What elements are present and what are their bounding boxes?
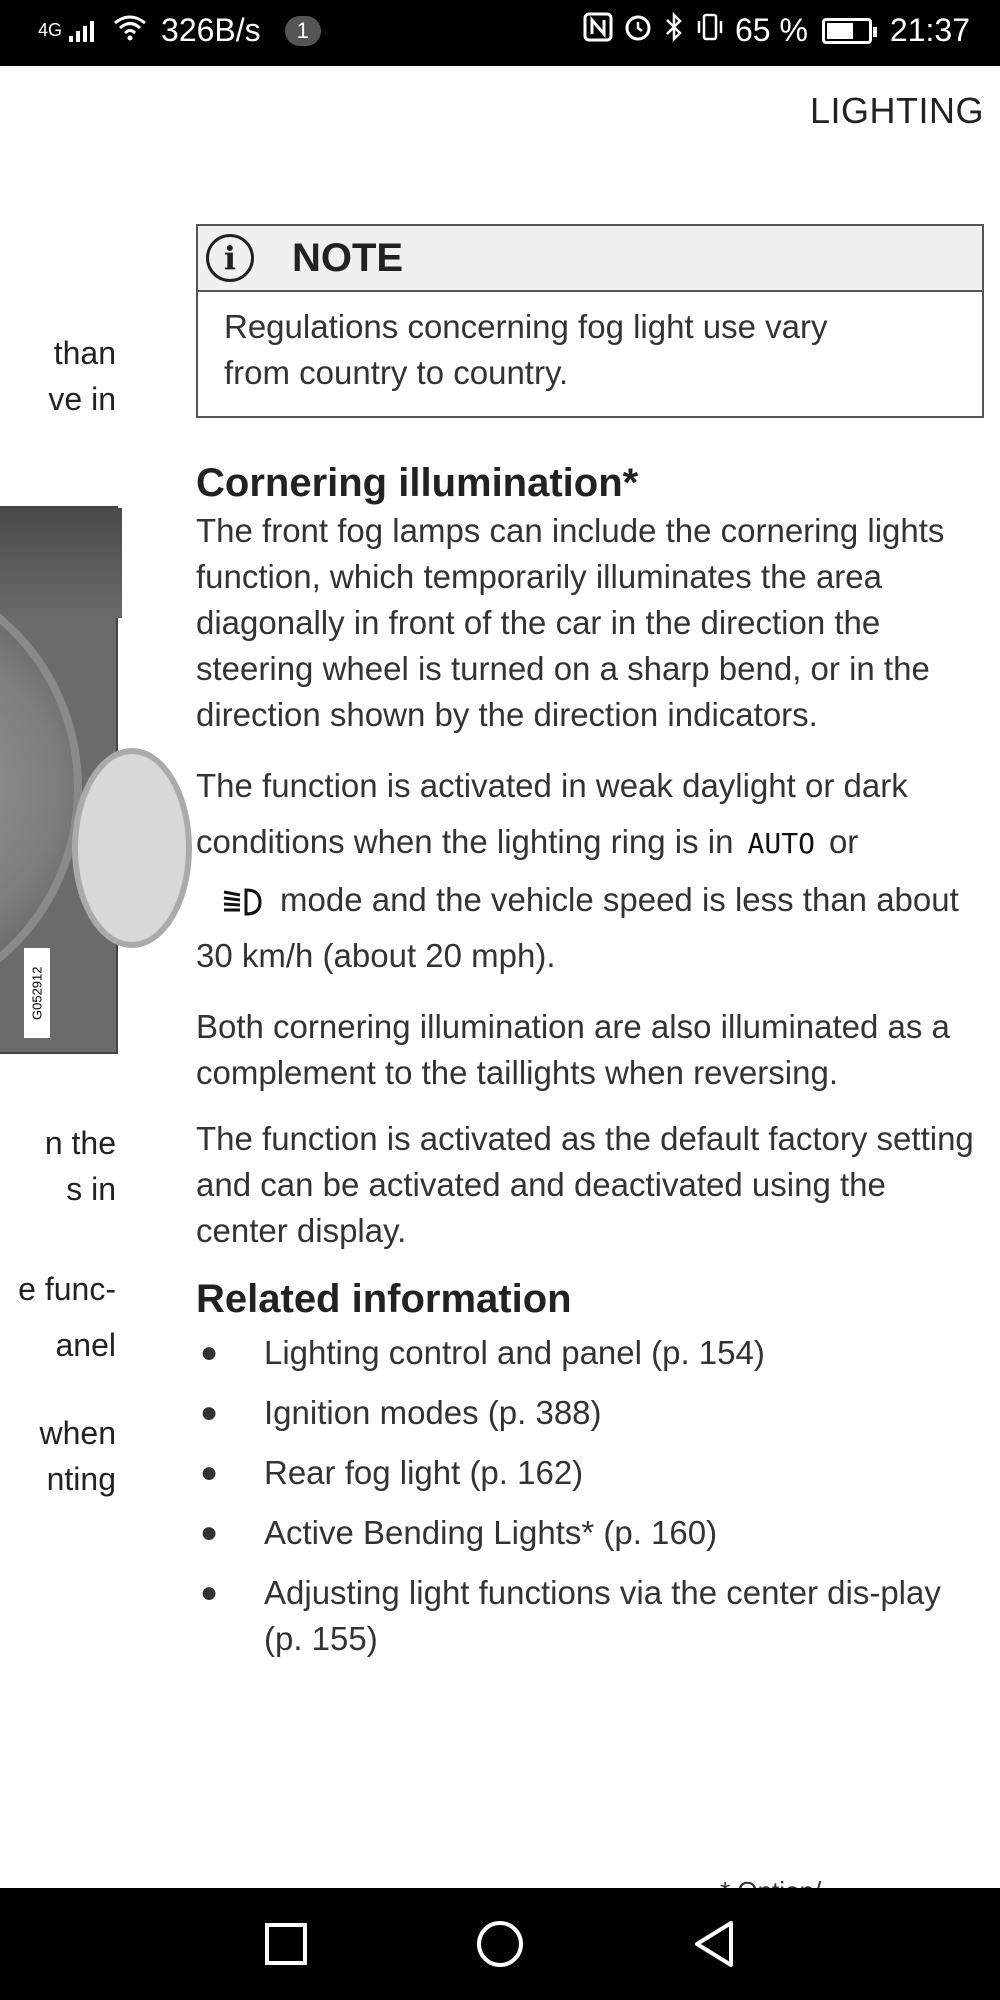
related-link-label: Adjusting light functions via the center dis-play (p. 155) <box>264 1574 941 1657</box>
related-info-list <box>196 1330 986 1662</box>
related-link-active-bending-lights[interactable] <box>196 1510 986 1556</box>
back-button[interactable] <box>682 1912 746 1976</box>
left-text-fragment: e func- <box>18 1271 116 1307</box>
recent-apps-button[interactable] <box>254 1912 318 1976</box>
signal-icon <box>38 18 99 44</box>
related-info-heading: Related information <box>196 1277 572 1321</box>
auto-mode-symbol: AUTO <box>747 827 815 860</box>
para2-or: or <box>828 823 859 860</box>
battery-percent: 65 % <box>734 12 808 48</box>
left-text-fragment: s in <box>66 1171 116 1207</box>
note-title: NOTE <box>292 235 404 280</box>
low-beam-icon <box>220 887 264 917</box>
bullet-icon: ● <box>200 1516 219 1549</box>
vibrate-icon <box>695 12 725 49</box>
cornering-paragraph-3: Both cornering illumination are also illuminated as a complement to the taillights when reversing. <box>196 1008 950 1091</box>
related-link-label: Ignition modes (p. 388) <box>264 1394 602 1431</box>
home-button[interactable] <box>468 1912 532 1976</box>
left-column-fragment <box>0 66 120 1888</box>
square-icon <box>264 1922 308 1966</box>
nfc-icon <box>583 12 613 49</box>
cornering-paragraph-4: The function is activated as the default factory setting and can be activated and deactivated using the center display. <box>196 1120 974 1249</box>
notification-badge: 1 <box>285 16 321 46</box>
related-link-label: Rear fog light (p. 162) <box>264 1454 584 1491</box>
related-link-rear-fog-light[interactable] <box>196 1450 986 1496</box>
wifi-icon <box>113 13 147 48</box>
note-body-line: Regulations concerning fog light use vary <box>224 308 828 345</box>
network-type-label: 4G <box>38 19 63 40</box>
bullet-icon: ● <box>200 1576 219 1609</box>
document-page[interactable] <box>0 66 1000 1888</box>
para2-text-part1: The function is activated in weak daylight or dark conditions when the lighting ring is in <box>196 767 908 860</box>
alarm-icon <box>623 12 653 49</box>
related-link-adjusting-light-functions[interactable] <box>196 1570 986 1662</box>
left-text-fragment: ve in <box>48 381 116 417</box>
left-text-fragment: when <box>39 1415 116 1451</box>
left-text-fragment: n the <box>44 1125 116 1161</box>
network-speed: 326B/s <box>161 12 261 48</box>
clock: 21:37 <box>889 12 970 48</box>
cornering-paragraph-1: The front fog lamps can include the cornering lights function, which temporarily illuminates the area diagonally in front of the car in the direction the steering wheel is turned on a sharp bend, or in the direction shown by the direction indicators. <box>196 512 945 733</box>
navigation-bar <box>0 1888 1000 2000</box>
bullet-icon: ● <box>200 1336 219 1369</box>
dashboard-illustration <box>0 506 118 1054</box>
left-text-fragment: anel <box>55 1327 116 1363</box>
bullet-icon: ● <box>200 1456 219 1489</box>
info-icon: i <box>206 234 254 282</box>
related-link-label: Active Bending Lights* (p. 160) <box>264 1514 718 1551</box>
note-body <box>198 292 982 408</box>
related-link-ignition-modes[interactable] <box>196 1390 986 1436</box>
cornering-paragraph-2 <box>196 758 986 984</box>
back-triangle-icon <box>691 1919 737 1969</box>
note-box <box>196 224 984 418</box>
main-content <box>196 458 986 1676</box>
bluetooth-icon <box>663 12 685 49</box>
bullet-icon: ● <box>200 1396 219 1429</box>
image-code: G052912 <box>24 948 50 1038</box>
note-header <box>198 226 982 292</box>
battery-icon <box>822 18 872 44</box>
note-body-line: from country to country. <box>224 354 569 391</box>
circle-icon <box>475 1919 525 1969</box>
left-text-fragment: than <box>53 335 116 371</box>
related-link-label: Lighting control and panel (p. 154) <box>264 1334 765 1371</box>
para2-text-part2: mode and the vehicle speed is less than about 30 km/h (about 20 mph). <box>196 881 959 974</box>
status-bar <box>0 0 1000 66</box>
left-text-fragment: nting <box>46 1461 116 1497</box>
section-header: LIGHTING <box>809 90 984 131</box>
related-link-lighting-control[interactable] <box>196 1330 986 1376</box>
cornering-heading: Cornering illumination* <box>196 461 639 505</box>
